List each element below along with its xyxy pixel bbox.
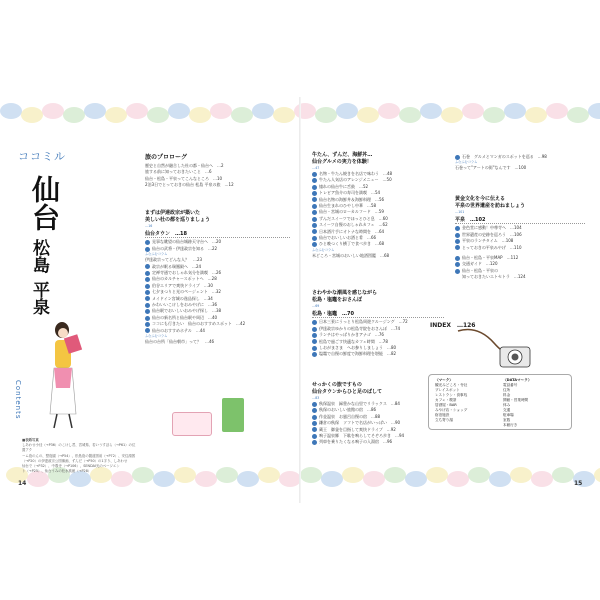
bullet-icon: [312, 333, 317, 338]
column-label: ふむふむコラム: [455, 160, 478, 165]
brand-logo: ココミル: [18, 150, 66, 163]
decor-dot: [342, 467, 364, 483]
bullet-icon: [312, 402, 317, 407]
toc-item-text: 世界遺産の史跡を巡ろう …106: [462, 231, 522, 237]
toc-item-text: 見事な眺望の仙台城跡天守台へ …20: [152, 239, 222, 245]
bullet-icon: [312, 427, 317, 432]
toc-item-text: 塩竈で自慢の鮮度で海鮮料理を堪能 …82: [319, 351, 397, 357]
toc-item-text: 名物・牛たん焼きを名店で味わう …48: [319, 171, 393, 176]
decor-dot: [147, 107, 169, 123]
toc-item-text: 旅する前に知っておきたいこと …6: [145, 169, 212, 175]
legend-item: 本館行き: [503, 423, 518, 427]
decor-dot: [399, 107, 421, 123]
toc-item-text: 金色堂に感動！中尊寺へ …104: [462, 225, 522, 231]
legend-item: みやげ店・ショップ: [435, 408, 468, 412]
toc-item-text: 作並温泉 お風呂自慢の宿 …88: [319, 413, 381, 419]
decor-dot: [441, 107, 463, 123]
toc-item[interactable]: [145, 182, 285, 188]
column-label: ふむふむコラム: [312, 247, 335, 252]
index-link[interactable]: INDEX …126: [430, 322, 476, 329]
decor-dot: [336, 103, 358, 119]
toc-item-text: 仙台の新名所と仙台駅や周辺 …40: [152, 314, 218, 320]
toc-date-section: [145, 210, 290, 346]
toc-hiraizumi: [455, 196, 585, 281]
suburbs-title: せっかくの旅ですもの 仙台タウンからひと足のばして: [312, 382, 383, 395]
decor-dot: [363, 471, 385, 487]
toc-item[interactable]: [312, 439, 444, 445]
credits-title: ■表紙写真: [22, 438, 39, 442]
decor-dot: [216, 467, 238, 483]
sweets-box-illustration: [172, 412, 212, 436]
bullet-icon: [312, 440, 317, 445]
decor-dot: [357, 107, 379, 123]
legend-item: 宿泊施設: [435, 413, 450, 417]
credits-line: ト（→P25）、仙台うみの杜水族館（→P28）: [22, 469, 92, 474]
decor-dot: [294, 103, 316, 119]
toc-item-text: 秋保のおいしい旅館の宿 …86: [319, 407, 377, 413]
decor-dot: [384, 467, 406, 483]
title-sub2: 平泉: [29, 281, 49, 315]
toc-item-text: ひと晩つくり横丁で食べ歩き …68: [319, 241, 385, 247]
legend-box: [428, 374, 572, 430]
title-main: 仙台: [28, 175, 61, 231]
bullet-icon: [455, 226, 460, 231]
legend-item: レストラン・食事処: [435, 393, 468, 397]
toc-matsushima: [312, 290, 444, 358]
cover-photo-credits: [22, 438, 137, 474]
column-label: ふむふむコラム: [145, 334, 168, 339]
legend-item: 駐車場: [503, 413, 514, 417]
toc-item-text: ランチはやっぱりかきアナゴ …76: [319, 332, 384, 338]
prologue-title: 旅のプロローグ: [145, 154, 188, 161]
toc-item-text: トレビア魚介の寿司を満喫 …54: [319, 190, 381, 196]
decor-dot: [552, 467, 574, 483]
legend-item: 開館・営業時間: [503, 398, 529, 402]
bullet-icon: [455, 256, 460, 261]
credits-line: （→P20）の伊達政宗公図像画、ずんだ（→P50）の1字り、しあわせ: [22, 458, 128, 463]
decor-dot: [594, 467, 600, 483]
toc-item[interactable]: [455, 165, 585, 171]
decor-dot: [510, 467, 532, 483]
decor-dot: [258, 467, 280, 483]
decor-dot: [525, 107, 547, 123]
bullet-icon: [145, 247, 150, 252]
decor-dot: [252, 103, 274, 119]
toc-item-text: 憧れの仙台牛に舌鼓 …52: [319, 183, 369, 189]
decor-dot: [195, 471, 217, 487]
bullet-icon: [145, 240, 150, 245]
decor-dot: [105, 107, 127, 123]
bullet-icon: [145, 328, 150, 333]
decor-dot: [210, 103, 232, 119]
decor-dot: [300, 467, 322, 483]
decor-dot: [174, 467, 196, 483]
legend-item: 室数: [503, 418, 511, 422]
toc-item-text: 日本酒片手にオトナな時間を …64: [319, 228, 385, 234]
bullet-icon: [312, 339, 317, 344]
toc-item-text: 仙台生まれのひやし中華 …58: [319, 203, 377, 209]
toc-item-text: 石巻って"アートの街"なんです …100: [455, 165, 527, 171]
toc-item-text: 歴史と自然が融合した杜の都・仙台へ …2: [145, 163, 224, 168]
bullet-icon: [455, 262, 460, 267]
credits-line: しあわせ小径（→P36）のこけし君、宮城県、若いうすぼら（→P61）の位置アク: [22, 443, 136, 453]
toc-item-text: スイーツ自慢のおしゃれカフェ …62: [319, 222, 388, 228]
legend-data-marks: [503, 378, 565, 428]
bullet-icon: [312, 408, 317, 413]
bullet-icon: [455, 233, 460, 238]
page-number-left: 14: [18, 480, 27, 487]
bullet-icon: [312, 185, 317, 190]
decor-dot: [273, 107, 295, 123]
toc-item-text: 仙台・宮城のローカルフード …59: [319, 209, 384, 215]
toc-item-text: 伯谷エリアで爽快ドライブ …30: [152, 282, 213, 288]
toc-item-text: 仙台でおいしいお酒と肴 …66: [319, 235, 377, 241]
decor-dot: [447, 471, 469, 487]
toc-item-text: 仙台名物の海鮮丼＆海鮮料理 …56: [319, 196, 385, 202]
legend-item: 休み: [503, 403, 511, 407]
vertical-title: [30, 175, 70, 315]
legend-item: カフェ・喫茶: [435, 398, 457, 402]
toc-item-text: 仙台の台所「仙台朝市」って？ …46: [145, 339, 215, 345]
title-sub1: 松島: [29, 239, 49, 273]
bullet-icon: [312, 178, 317, 183]
bullet-icon: [145, 264, 150, 269]
decor-dot: [420, 103, 442, 119]
toc-item-text: 石巻 グルメとマンガのスポットを巡る …98: [462, 154, 547, 159]
legend-item: 立ち寄り湯: [435, 418, 453, 422]
bullet-icon: [145, 290, 150, 295]
toc-item-text: 平泉のランチタイム …108: [462, 238, 514, 244]
toc-item-text: メイドイン宮城の逸品探し …34: [152, 295, 213, 301]
toc-item-text: 仙台の武将・伊達政宗を知る …22: [152, 245, 218, 251]
legend-item: 居酒屋・BAR: [435, 403, 457, 407]
bullet-icon: [312, 236, 317, 241]
gourmet-page: …47: [312, 166, 320, 170]
toc-item-text: 仙台・松島・平泉MAP …112: [462, 255, 519, 261]
bullet-icon: [455, 245, 460, 250]
decor-dot: [588, 103, 600, 119]
toc-item-text: 牛たん人気店のアレンジメニュー …50: [319, 177, 392, 183]
decor-dot: [126, 103, 148, 119]
toc-item-text: 仙台のおすすめホテル …44: [152, 327, 205, 333]
decor-dot: [504, 103, 526, 119]
bullet-icon: [145, 316, 150, 321]
sendai-town-header: 仙台タウン …18: [145, 231, 290, 238]
bullet-icon: [145, 284, 150, 289]
decor-dot: [231, 107, 253, 123]
decor-dot: [0, 103, 22, 119]
decor-dot: [84, 103, 106, 119]
bullet-icon: [455, 155, 460, 160]
matsushima-title: さわやかな潮風を感じながら 松島・塩竈をおさんぽ: [312, 290, 378, 303]
toc-item-text: とっておきの平泉みやげ …110: [462, 244, 522, 250]
bullet-icon: [145, 322, 150, 327]
toc-item-text: 米どころ・宮城のおいしい地酒図鑑 …68: [312, 252, 390, 258]
bullet-icon: [312, 352, 317, 357]
decor-dot: [63, 107, 85, 123]
contents-label: [14, 380, 22, 390]
bullet-icon: [312, 197, 317, 202]
toc-item-text: ココにも行きたい 仙台のおすすめスポット …42: [152, 321, 246, 327]
legend-item: プレイスポット: [435, 388, 460, 392]
decor-dot: [189, 107, 211, 123]
legend-item: 住所: [503, 388, 511, 392]
decor-dot: [531, 471, 553, 487]
toc-item[interactable]: [145, 339, 290, 345]
toc-item-text: 松島で過ごす快適なカフェ時間 …78: [319, 338, 388, 344]
toc-item[interactable]: [312, 253, 444, 259]
toc-item-text: 七夕まつりと光のページェント …32: [152, 289, 221, 295]
decor-dot: [483, 107, 505, 123]
bullet-icon: [145, 271, 150, 276]
bullet-icon: [312, 346, 317, 351]
toc-suburbs: [312, 382, 444, 446]
matsushima-page: …69: [312, 304, 320, 308]
bullet-icon: [145, 296, 150, 301]
toc-item-text: しおがまさま へお参りしましょう …80: [319, 345, 397, 351]
toc-item-text: 政宗が眠る瑞鳳殿へ …24: [152, 263, 202, 269]
decor-dot: [153, 471, 175, 487]
date-section-page: …16: [145, 224, 153, 228]
decor-dot: [21, 107, 43, 123]
toc-item-text: 仙台・松島・平泉ってこんなところ …10: [145, 175, 223, 181]
decor-dot: [315, 107, 337, 123]
bullet-icon: [312, 223, 317, 228]
decor-dot: [279, 471, 301, 487]
suburbs-page: …83: [312, 396, 320, 400]
toc-gourmet: [312, 152, 444, 259]
bullet-icon: [145, 309, 150, 314]
decor-dot: [489, 471, 511, 487]
toc-item[interactable]: [455, 268, 585, 281]
toc-item-text: 交通ガイド …120: [462, 261, 498, 267]
bullet-icon: [312, 229, 317, 234]
toc-ishinomaki: [455, 154, 585, 172]
credits-line: 仙台で（→P32）、中尊寺（→P106）、SENDAI光のページエン: [22, 464, 120, 469]
toc-prologue: [145, 154, 285, 189]
bullet-icon: [312, 172, 317, 177]
toc-item-text: 伊達政宗ゆかりの松島寺院をおさんぽ …74: [319, 325, 401, 331]
legend-marks: [435, 378, 497, 423]
bullet-icon: [455, 239, 460, 244]
bullet-icon: [312, 204, 317, 209]
decor-dot: [405, 471, 427, 487]
decor-dot: [567, 107, 589, 123]
legend-item: 観光みどころ・寺社: [435, 383, 468, 387]
toc-item-text: 仙台・松島・平泉の 知っておきたいエトセトラ …124: [462, 267, 526, 280]
bullet-icon: [145, 277, 150, 282]
decor-dot: [321, 471, 343, 487]
column-label: ふむふむコラム: [145, 252, 168, 257]
decor-dot: [168, 103, 190, 119]
bullet-icon: [312, 415, 317, 420]
bullet-icon: [312, 191, 317, 196]
decor-dot: [237, 471, 259, 487]
bullet-icon: [312, 217, 317, 222]
legend-item: 料金: [503, 393, 511, 397]
toc-item-text: 列車を乗りたくなる鳴子の入湯宿 …96: [319, 439, 393, 445]
legend-title: 〈DATAマーク〉: [503, 378, 532, 382]
toc-item-text: 鎌倉の秋保 ソフトで名店がいっぱい …90: [319, 420, 401, 426]
page-number-right: 15: [574, 480, 583, 487]
gourmet-title: 牛たん、ずんだ、海鮮丼… 仙台グルメの実力を体験！: [312, 152, 373, 165]
bullet-icon: [455, 269, 460, 274]
toc-item-text: 伊達政宗ってどんな人？ …23: [145, 257, 203, 263]
bullet-icon: [312, 242, 317, 247]
decor-dot: [462, 103, 484, 119]
decor-dot: [546, 103, 568, 119]
decor-dot: [426, 467, 448, 483]
legend-item: 電話番号: [503, 383, 518, 387]
toc-item-text: 秋保温泉 緑豊かな山里でリラックス …84: [319, 401, 400, 406]
toc-item-text: 仙台のカルチャースポットへ …28: [152, 276, 217, 282]
woman-illustration: [40, 318, 88, 430]
decor-dot: [468, 467, 490, 483]
toc-item-text: 鳴子温泉郷 下駄を鳴らしてそぞろ歩き …94: [319, 433, 405, 439]
decor-dot: [378, 103, 400, 119]
toc-item[interactable]: [312, 351, 444, 357]
matsushima-header: 松島・塩竈 …70: [312, 311, 444, 318]
credits-line: ーム島のんの、竪島園（→P54）、松島島の隧道図前（→P72）、安住淵図: [22, 453, 136, 458]
toc-item-text: 仙台駅でおいしいおみやげ探し …38: [152, 308, 222, 314]
bullet-icon: [312, 320, 317, 325]
legend-title: 〈マーク〉: [435, 378, 453, 382]
hiraizumi-header: 平泉 …102: [455, 217, 585, 224]
date-section-title: まずは伊達政宗が築いた 美しい杜の都を巡りましょう: [145, 210, 211, 223]
bullet-icon: [312, 434, 317, 439]
bullet-icon: [312, 421, 317, 426]
toc-item-text: 日本三景にうっとり松島周遊クルージング …72: [319, 319, 408, 325]
toc-item-text: 2泊3日でとっておきの仙台 松島 平泉の旅 …12: [145, 182, 234, 188]
bullet-icon: [312, 327, 317, 332]
bullet-icon: [312, 210, 317, 215]
shopping-bag-illustration: [222, 398, 244, 432]
toc-item-text: ずんだスイーツでほっとひと息 …60: [319, 215, 388, 221]
decor-dot: [42, 103, 64, 119]
hiraizumi-page: …101: [455, 210, 465, 214]
toc-item-text: かわいいこけしをおみやげに …36: [152, 302, 218, 308]
toc-item-text: 蔵王 御釜を目指して爽快ドライブ …92: [319, 426, 396, 432]
toc-item-text: 定禅寺通でおしゃれ気分を満喫 …26: [152, 270, 222, 276]
bullet-icon: [145, 303, 150, 308]
legend-item: 交通: [503, 408, 511, 412]
hiraizumi-title: 黄金文化を今に伝える 平泉の世界遺産を訪ねましょう: [455, 196, 526, 209]
page-gutter: [299, 97, 301, 503]
